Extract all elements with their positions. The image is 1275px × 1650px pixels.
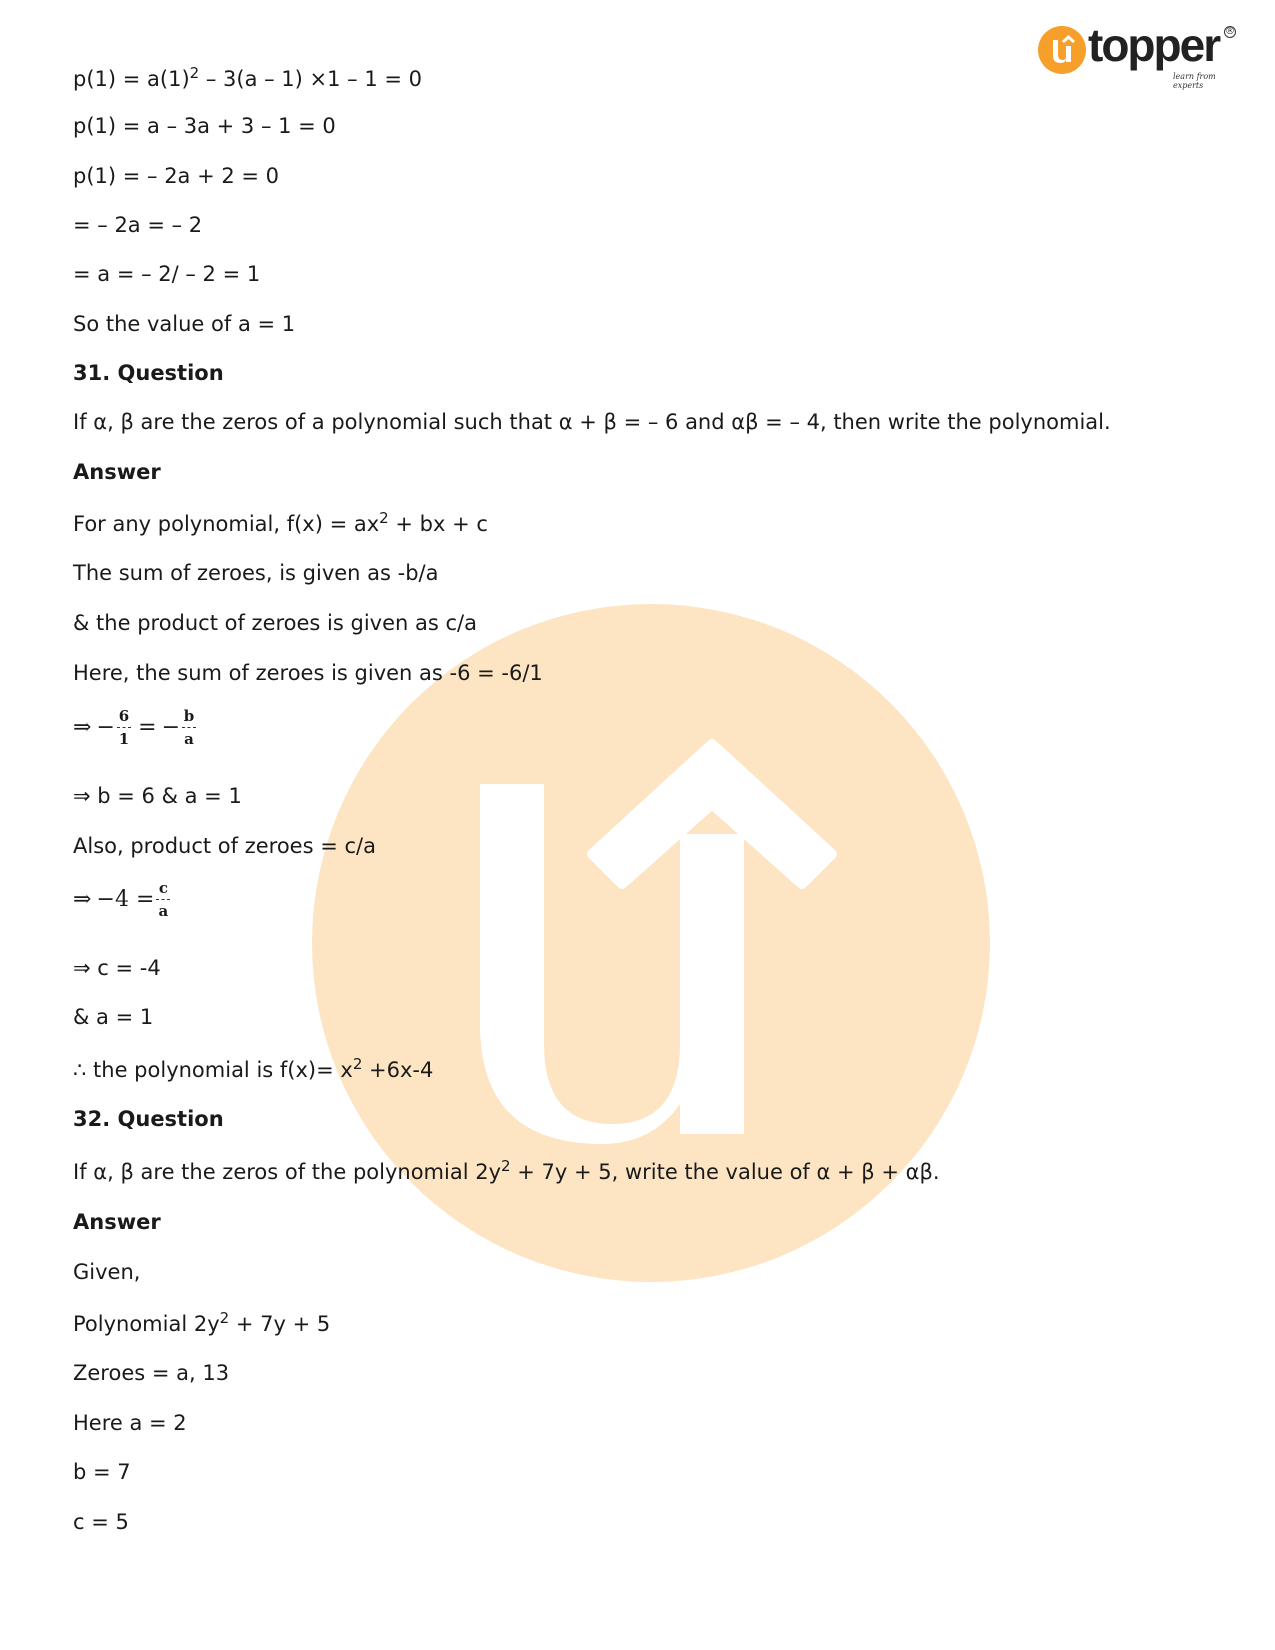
text-line: = – 2a = – 2 (73, 213, 203, 237)
text-line: Given, (73, 1260, 141, 1284)
fraction-equation-2: ⇒ −4 = $\frac{c}{a}$ (73, 880, 172, 919)
answer-32-heading: Answer (73, 1210, 161, 1234)
text-line: Also, product of zeroes = c/a (73, 834, 376, 858)
text-line: Polynomial $2y^2 + 7y + 5$ (73, 1309, 331, 1336)
logo-tagline: learn from experts (1173, 72, 1216, 90)
answer-31-heading: Answer (73, 460, 161, 484)
text-line: So the value of a = 1 (73, 312, 296, 336)
question-31-text: If α, β are the zeros of a polynomial such that α + β = – 6 and αβ = – 4, then write the polynomial. (73, 410, 1111, 434)
text-line: & the product of zeroes is given as c/a (73, 611, 477, 635)
text-line: ⇒ c = -4 (73, 956, 161, 980)
text-line: & a = 1 (73, 1005, 154, 1029)
question-31-heading: 31. Question (73, 361, 224, 385)
text-line: ∴ the polynomial is $f(x)= x^2 +6x-4$ (73, 1055, 434, 1082)
text-line: ⇒ b = 6 & a = 1 (73, 784, 242, 808)
question-32-heading: 32. Question (73, 1107, 224, 1131)
text-line: Zeroes = a, 13 (73, 1361, 230, 1385)
text-line: Here, the sum of zeroes is given as -6 = -6/1 (73, 661, 543, 685)
topper-logo-icon (1038, 26, 1086, 74)
logo-wordmark: topper (1088, 19, 1220, 71)
text-line: For any polynomial, $f(x) = ax^2$ + bx + c (73, 509, 488, 536)
topper-logo (1038, 19, 1238, 96)
text-line: $p(1) = a(1)^2 - 3(a - 1) \times 1 - 1 = 0$ (73, 64, 423, 91)
text-line: = a = – 2/ – 2 = 1 (73, 262, 261, 286)
text-line: p(1) = a – 3a + 3 – 1 = 0 (73, 114, 336, 138)
text-line: c = 5 (73, 1510, 129, 1534)
text-line: Here a = 2 (73, 1411, 187, 1435)
fraction-equation-1: ⇒ − $\frac{6}{1}$ = − $\frac{b}{a}$ (73, 707, 195, 748)
registered-mark: ® (1225, 26, 1235, 37)
text-line: p(1) = – 2a + 2 = 0 (73, 164, 280, 188)
text-line: b = 7 (73, 1460, 131, 1484)
text-line: The sum of zeroes, is given as -b/a (73, 561, 439, 585)
question-32-text: If α, β are the zeros of the polynomial $2y^2 + 7y + 5$, write the value of α + β + αβ. (73, 1157, 940, 1184)
